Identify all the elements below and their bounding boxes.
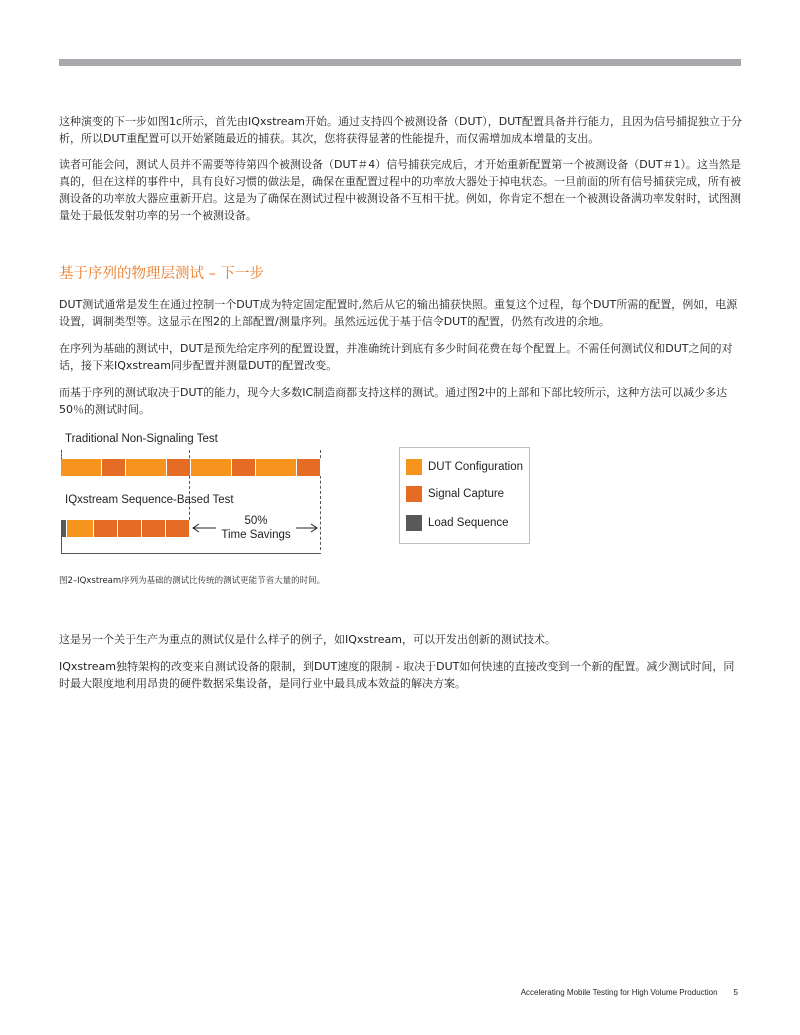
legend-item-dut-configuration (406, 459, 523, 475)
header-rule (59, 59, 741, 66)
config-segment (126, 459, 167, 476)
capture-segment (118, 520, 142, 537)
paragraph-7: IQxstream独特架构的改变来自测试设备的限制，到DUT速度的限制 - 取决于DUT如何快速的直接改变到一个新的配置。减少测试时间，同时最大限度地利用昂贵的硬件数据采集设备，是同行业中最具成本效益的解决方案。 (59, 660, 735, 690)
config-segment (61, 459, 102, 476)
capture-segment (94, 520, 118, 537)
section-heading: 基于序列的物理层测试 – 下一步 (59, 266, 264, 282)
paragraph-5: 而基于序列的测试取决于DUT的能力，现今大多数IC制造商都支持这样的测试。通过图2中的上部和下部比较所示，这种方法可以减少多达50％的测试时间。 (59, 386, 728, 416)
legend-swatch-load (406, 515, 422, 531)
legend-label-config: DUT Configuration (428, 461, 524, 473)
paragraph-3: DUT测试通常是发生在通过控制一个DUT成为特定固定配置时,然后从它的输出捕获快照。重复这个过程，每个DUT所需的配置，例如，电源设置，调制类型等。这显示在图2的上部配置/测量序列。虽然远远优于基于信令DUT的配置，仍然有改进的余地。 (59, 298, 738, 328)
sequence-based-test-label: IQxstream Sequence-Based Test (65, 494, 234, 506)
figure-axis-bottom (61, 553, 321, 554)
legend-label-load: Load Sequence (428, 517, 509, 529)
figure-caption: 图2–IQxstream序列为基础的测试比传统的测试更能节省大量的时间。 (59, 576, 326, 586)
figure-legend (399, 447, 530, 544)
config-segment (67, 520, 94, 537)
capture-segment (166, 520, 190, 537)
time-savings-annotation (216, 514, 296, 542)
savings-percent: 50% (244, 515, 268, 527)
paragraph-1: 这种演变的下一步如图1c所示，首先由IQxstream开始。通过支持四个被测设备（DUT），DUT配置具备并行能力，且因为信号捕捉独立于分析，所以DUT重配置可以开始紧随最近的捕获。其次，您将获得显著的性能提升，而仅需增加成本增量的支出。 (59, 115, 742, 145)
legend-swatch-capture (406, 486, 422, 502)
savings-text: Time Savings (221, 529, 291, 541)
paragraph-2: 读者可能会问，测试人员并不需要等待第四个被测设备（DUT＃4）信号捕获完成后，才开始重新配置第一个被测设备（DUT＃1）。这当然是真的，但在这样的事件中，具有良好习惯的做法是，确保在重配置过程中的功率放大器处于掉电状态。一旦前面的所有信号捕获完成，所有被测设备的功率放大器应重新开启。这是为了确保在测试过程中被测设备不互相干扰。例如，你肯定不想在一个被测设备满功率发射时，试图测量处于最低发射功率的另一个被测设备。 (59, 158, 741, 222)
config-segment (191, 459, 232, 476)
footer-title: Accelerating Mobile Testing for High Volume Production (520, 988, 718, 997)
capture-segment (102, 459, 126, 476)
capture-segment (232, 459, 256, 476)
traditional-test-label: Traditional Non-Signaling Test (65, 433, 218, 445)
page-footer (521, 988, 738, 997)
legend-item-load-sequence (406, 515, 509, 531)
legend-swatch-config (406, 459, 422, 475)
legend-item-signal-capture (406, 486, 504, 502)
figure-axis-left (61, 520, 62, 554)
config-segment (256, 459, 297, 476)
capture-segment (142, 520, 166, 537)
paragraph-4: 在序列为基础的测试中，DUT是预先给定序列的配置设置，并准确统计到底有多少时间花费在每个配置上。不需任何测试仪和DUT之间的对话，接下来IQxstream同步配置并测量DUT的配置改变。 (59, 342, 733, 372)
traditional-sequence-bar (61, 459, 321, 476)
capture-segment (167, 459, 191, 476)
capture-segment (297, 459, 321, 476)
page-number: 5 (733, 988, 738, 997)
legend-label-capture: Signal Capture (428, 488, 505, 500)
sequence-based-bar (61, 520, 190, 537)
paragraph-6: 这是另一个关于生产为重点的测试仪是什么样子的例子，如IQxstream，可以开发出创新的测试技术。 (59, 633, 556, 646)
